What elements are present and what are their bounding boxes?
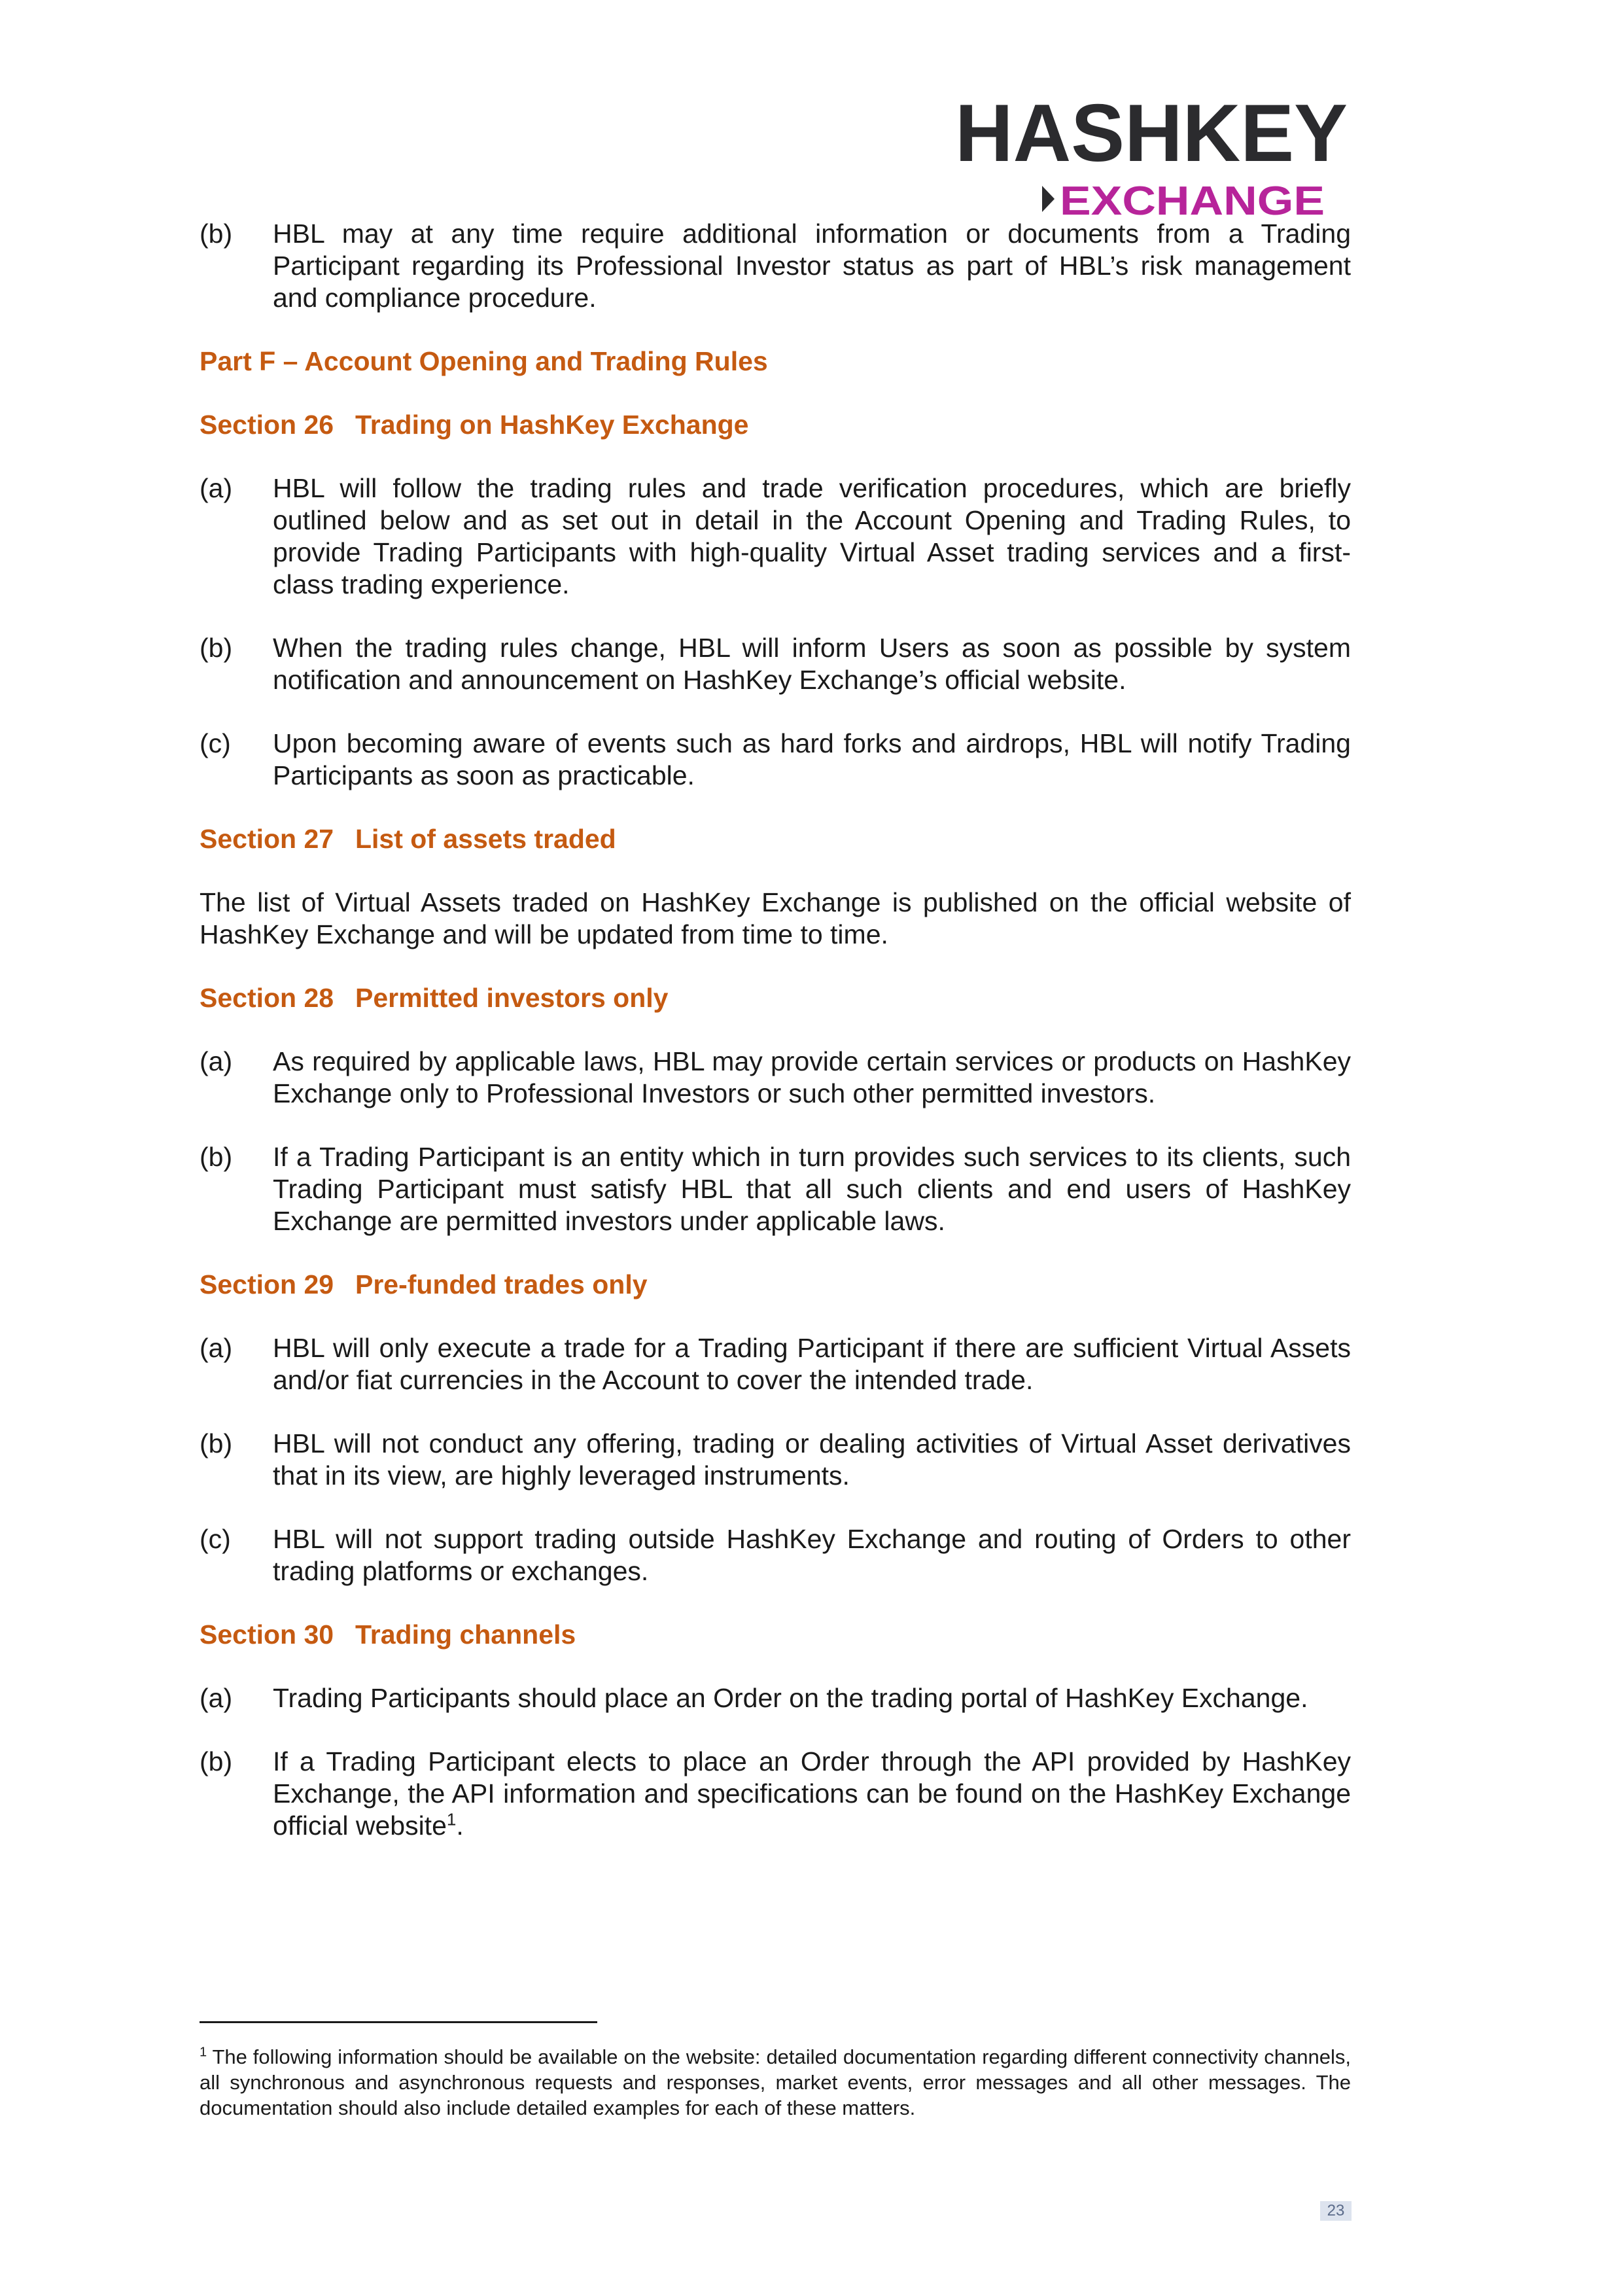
clause-label: (a) bbox=[200, 473, 233, 503]
section-27-paragraph: The list of Virtual Assets traded on HashKey Exchange is published on the official website of HashKey Exchange and will be updated from time to time. bbox=[200, 887, 1351, 949]
clause-text: If a Trading Participant elects to place an Order through the API provided by HashKey Exchange, the API information and specifications can be found on the HashKey Exchange official website bbox=[273, 1746, 1351, 1841]
section-number: Section 26 bbox=[200, 410, 334, 440]
footnote-marker: 1 bbox=[200, 2045, 207, 2060]
clause-29c bbox=[200, 1523, 1351, 1587]
clause-label: (c) bbox=[200, 1524, 231, 1554]
section-26-heading bbox=[200, 409, 1351, 441]
clause-text: Trading Participants should place an Order on the trading portal of HashKey Exchange. bbox=[273, 1683, 1308, 1713]
clause-label: (b) bbox=[200, 219, 233, 249]
section-number: Section 27 bbox=[200, 824, 334, 854]
clause-28a bbox=[200, 1046, 1351, 1110]
section-30-heading bbox=[200, 1619, 1351, 1651]
clause-26c bbox=[200, 728, 1351, 792]
clause-label: (b) bbox=[200, 633, 233, 663]
footnote-text: The following information should be available on the website: detailed documentation regarding different connectivity channels, all synchronous and asynchronous requests and responses, market events, error messages and all other messages. The documentation should also include detailed examples for each of these matters. bbox=[200, 2045, 1351, 2119]
clause-label: (c) bbox=[200, 728, 231, 758]
section-27-heading bbox=[200, 823, 1351, 855]
clause-29b bbox=[200, 1428, 1351, 1492]
clause-label: (a) bbox=[200, 1683, 233, 1713]
clause-30b bbox=[200, 1746, 1351, 1842]
clause-text-tail: . bbox=[456, 1810, 464, 1841]
section-number: Section 28 bbox=[200, 983, 334, 1013]
clause-text: HBL may at any time require additional information or documents from a Trading Participant regarding its Professional Investor status as part of HBL’s risk management and compliance procedure. bbox=[273, 219, 1351, 313]
hashkey-wordmark bbox=[955, 97, 1348, 179]
logo-wordmark-exchange: EXCHANGE bbox=[1060, 179, 1325, 221]
section-title: List of assets traded bbox=[355, 824, 616, 854]
section-title: Trading on HashKey Exchange bbox=[355, 410, 749, 440]
section-number: Section 29 bbox=[200, 1269, 334, 1299]
clause-label: (b) bbox=[200, 1746, 233, 1776]
footnote-reference[interactable]: 1 bbox=[446, 1809, 457, 1829]
clause-26b bbox=[200, 632, 1351, 696]
section-28-heading bbox=[200, 982, 1351, 1014]
clause-label: (a) bbox=[200, 1333, 233, 1363]
footnote bbox=[200, 2044, 1351, 2121]
clause-text: HBL will only execute a trade for a Trading Participant if there are sufficient Virtual Assets and/or fiat currencies in the Account to cover the intended trade. bbox=[273, 1333, 1351, 1395]
section-number: Section 30 bbox=[200, 1619, 334, 1650]
section-title: Permitted investors only bbox=[355, 983, 669, 1013]
clause-label: (b) bbox=[200, 1142, 233, 1172]
logo-arrow-icon bbox=[1042, 186, 1055, 212]
clause-label: (a) bbox=[200, 1046, 233, 1076]
clause-text: Upon becoming aware of events such as hard forks and airdrops, HBL will notify Trading Participants as soon as practicable. bbox=[273, 728, 1351, 790]
part-heading-text: Part F – Account Opening and Trading Rules bbox=[200, 346, 768, 376]
clause-28b bbox=[200, 1141, 1351, 1237]
clause-text: HBL will follow the trading rules and trade verification procedures, which are briefly outlined below and as set out in detail in the Account Opening and Trading Rules, to provide Trading Participants with high-quality Virtual Asset trading services and a first-class trading experience. bbox=[273, 473, 1351, 599]
clause-text: When the trading rules change, HBL will inform Users as soon as possible by system notification and announcement on HashKey Exchange’s official website. bbox=[273, 633, 1351, 695]
clause-label: (b) bbox=[200, 1428, 233, 1458]
clause-text: HBL will not conduct any offering, trading or dealing activities of Virtual Asset derivatives that in its view, are highly leveraged instruments. bbox=[273, 1428, 1351, 1491]
section-title: Trading channels bbox=[355, 1619, 576, 1650]
section-29-heading bbox=[200, 1269, 1351, 1301]
clause-b-professional-investor-info bbox=[200, 218, 1351, 314]
clause-26a bbox=[200, 472, 1351, 601]
logo-wordmark-hashkey: HASHKEY bbox=[955, 97, 1348, 179]
page-number: 23 bbox=[1320, 2201, 1352, 2221]
clause-29a bbox=[200, 1332, 1351, 1396]
clause-text: If a Trading Participant is an entity which in turn provides such services to its clients, such Trading Participant must satisfy HBL that all such clients and end users of HashKey Exchange are permitted investors under applicable laws. bbox=[273, 1142, 1351, 1236]
footnote-divider bbox=[200, 2021, 597, 2023]
clause-30a bbox=[200, 1682, 1351, 1714]
document-body bbox=[200, 218, 1351, 1873]
clause-text: As required by applicable laws, HBL may provide certain services or products on HashKey Exchange only to Professional Investors or such other permitted investors. bbox=[273, 1046, 1351, 1108]
clause-text: HBL will not support trading outside HashKey Exchange and routing of Orders to other trading platforms or exchanges. bbox=[273, 1524, 1351, 1586]
part-f-heading bbox=[200, 345, 1351, 378]
hashkey-exchange-logo bbox=[955, 97, 1348, 221]
section-title: Pre-funded trades only bbox=[355, 1269, 648, 1299]
